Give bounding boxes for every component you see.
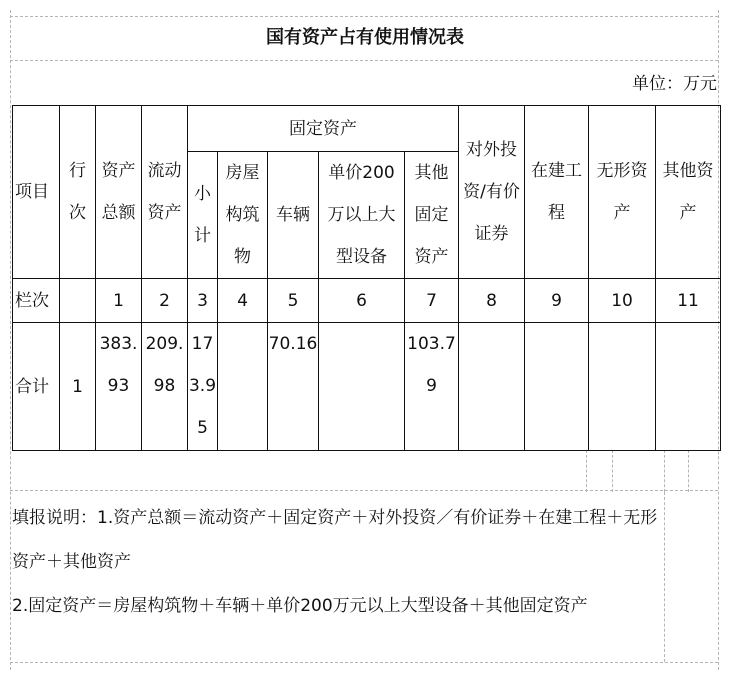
unit-label: 单位：万元: [632, 74, 717, 94]
guide-line: [10, 662, 718, 663]
cell-investment: [459, 323, 525, 451]
cell-total-assets: 383.93: [96, 323, 142, 451]
cell-intangible: [589, 323, 656, 451]
column-number: 3: [188, 279, 218, 323]
header-current-assets: 流动资产: [142, 106, 188, 279]
guide-line: [10, 60, 718, 61]
header-total-assets: 资产总额: [96, 106, 142, 279]
guide-line: [586, 450, 587, 492]
filling-notes: [12, 496, 662, 628]
header-investment: 对外投资/有价证券: [459, 106, 525, 279]
page-title: 国有资产占有使用情况表: [266, 27, 464, 48]
header-row-no: 行次: [60, 106, 96, 279]
cell-subtotal: 173.95: [188, 323, 218, 451]
column-number: 5: [268, 279, 319, 323]
column-row-label: 栏次: [13, 279, 60, 323]
note-line-2: 2.固定资产＝房屋构筑物＋车辆＋单价200万元以上大型设备＋其他固定资产: [12, 596, 588, 616]
cell-current-assets: 209.98: [142, 323, 188, 451]
guide-line: [10, 10, 11, 670]
header-large-equipment: 单价200万以上大型设备: [319, 152, 405, 279]
header-buildings: 房屋构筑物: [218, 152, 268, 279]
column-number: 7: [405, 279, 459, 323]
header-other-fixed: 其他固定资产: [405, 152, 459, 279]
column-number: [60, 279, 96, 323]
column-number: 9: [525, 279, 589, 323]
total-row-label: 合计: [13, 323, 60, 451]
header-construction: 在建工程: [525, 106, 589, 279]
cell-large-equipment: [319, 323, 405, 451]
guide-line: [664, 492, 665, 662]
column-number: 4: [218, 279, 268, 323]
column-number: 11: [656, 279, 721, 323]
cell-construction: [525, 323, 589, 451]
column-number: 6: [319, 279, 405, 323]
header-subtotal: 小计: [188, 152, 218, 279]
header-project: 项目: [13, 106, 60, 279]
cell-other-assets: [656, 323, 721, 451]
guide-line: [664, 450, 665, 492]
column-number: 8: [459, 279, 525, 323]
asset-table: [12, 105, 721, 451]
cell-buildings: [218, 323, 268, 451]
column-number: 1: [96, 279, 142, 323]
cell-vehicles: 70.16: [268, 323, 319, 451]
cell-other-fixed: 103.79: [405, 323, 459, 451]
header-other-assets: 其他资产: [656, 106, 721, 279]
guide-line: [612, 450, 613, 492]
total-row-no: 1: [60, 323, 96, 451]
column-number: 2: [142, 279, 188, 323]
guide-line: [688, 450, 689, 492]
column-number: 10: [589, 279, 656, 323]
header-vehicles: 车辆: [268, 152, 319, 279]
note-line-1: 填报说明：1.资产总额＝流动资产＋固定资产＋对外投资／有价证券＋在建工程＋无形资产＋其他资产: [12, 508, 658, 572]
header-intangible: 无形资产: [589, 106, 656, 279]
guide-line: [10, 16, 718, 17]
header-fixed-assets: 固定资产: [188, 106, 459, 152]
